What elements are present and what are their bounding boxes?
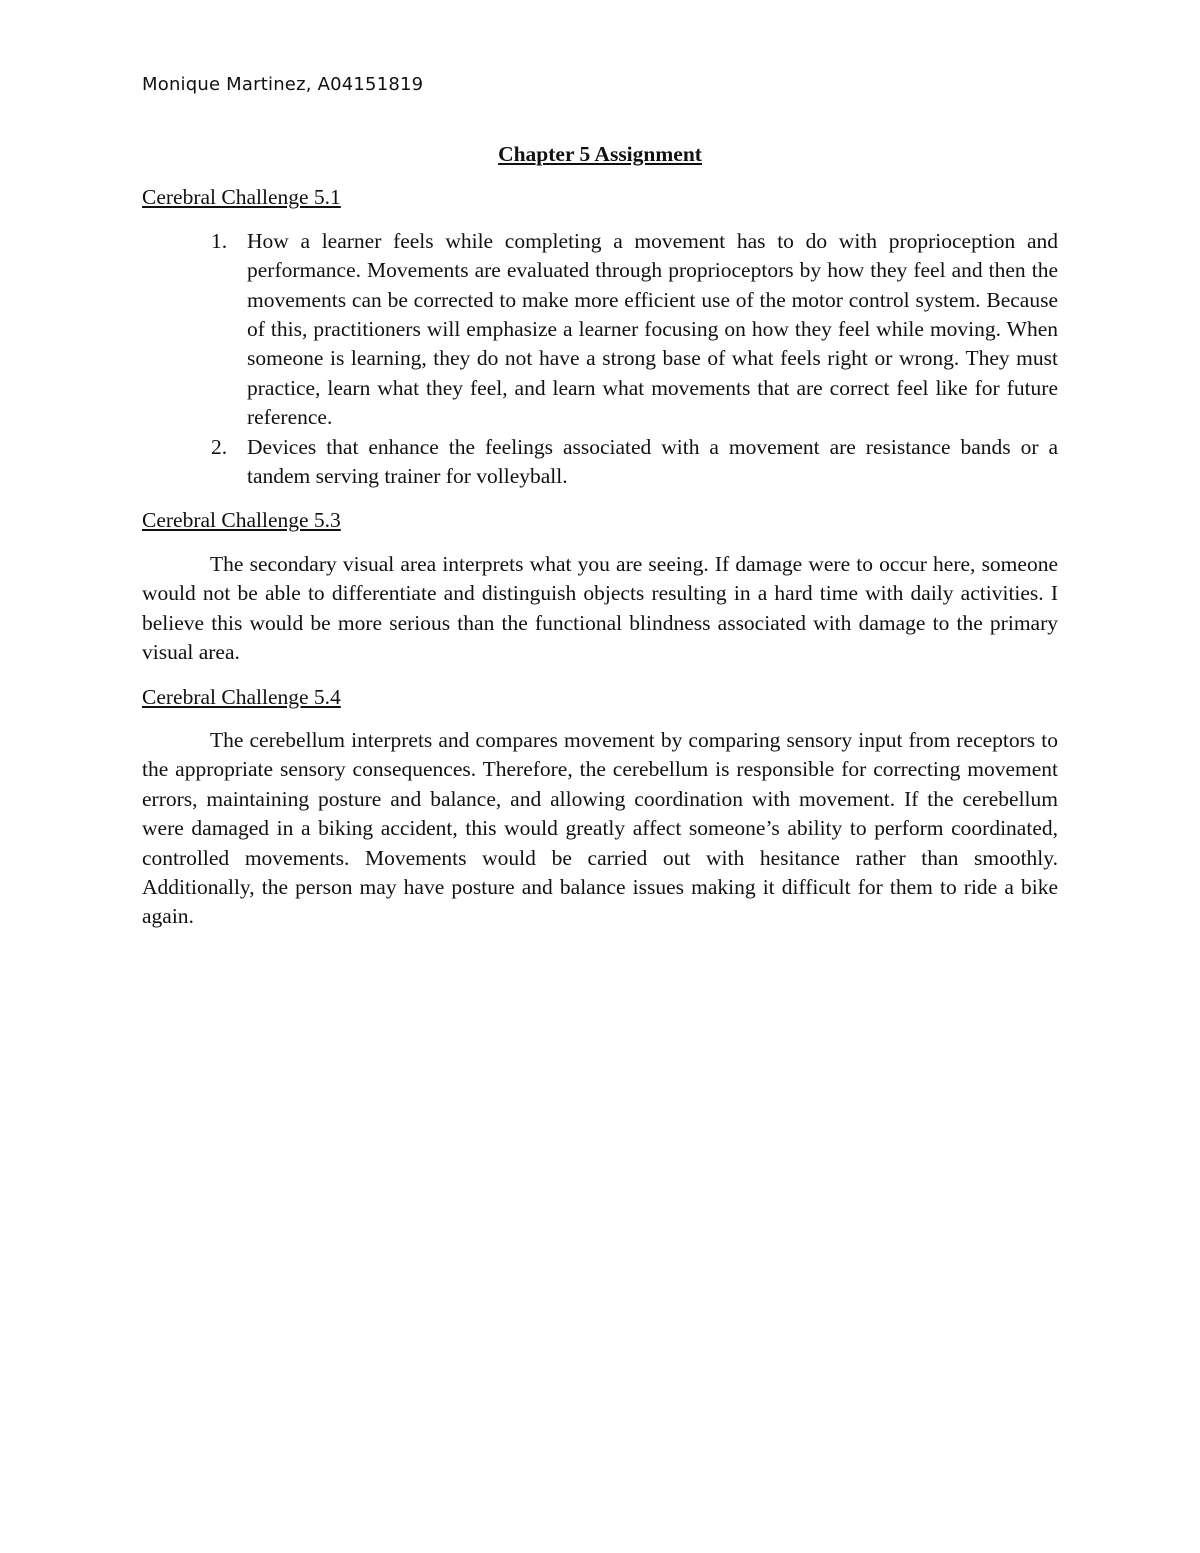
author-header: Monique Martinez, A04151819 — [142, 74, 424, 95]
document-title: Chapter 5 Assignment — [498, 142, 702, 166]
paragraph-5-3: The secondary visual area interprets what you are seeing. If damage were to occur here, someone would not be able to differentiate and distinguish objects resulting in a hard time with daily activities. I believe this would be more serious than the functional blindness associated with damage to the primary visual area. — [142, 551, 1058, 665]
section-heading-5-1: Cerebral Challenge 5.1 — [142, 185, 341, 210]
list-item-number: 1. — [211, 228, 228, 253]
paragraph-5-4: The cerebellum interprets and compares movement by comparing sensory input from receptors to the appropriate sensory consequences. Therefore, the cerebellum is responsible for correcting movement errors, maintaining posture and balance, and allowing coordination with movement. If the cerebellum were damaged in a biking accident, this would greatly affect someone’s ability to perform coordinated, controlled movements. Movements would be carried out with hesitance rather than smoothly. Additionally, the person may have posture and balance issues making it difficult for them to ride a bike again. — [142, 727, 1058, 929]
list-item — [211, 227, 1058, 433]
list-item — [211, 433, 1058, 492]
document-body — [142, 140, 1058, 947]
section-heading-5-3: Cerebral Challenge 5.3 — [142, 508, 341, 533]
list-item-text: Devices that enhance the feelings associated with a movement are resistance bands or a tandem serving trainer for volleyball. — [247, 434, 1058, 489]
answer-list-5-1 — [142, 227, 1058, 492]
list-item-number: 2. — [211, 434, 228, 459]
list-item-text: How a learner feels while completing a movement has to do with proprioception and performance. Movements are evaluated through proprioceptors by how they feel and then the movements can be corrected to make more efficient use of the motor control system. Because of this, practitioners will emphasize a learner focusing on how they feel while moving. When someone is learning, they do not have a strong base of what feels right or wrong. They must practice, learn what they feel, and learn what movements that are correct feel like for future reference. — [247, 228, 1058, 430]
section-heading-5-4: Cerebral Challenge 5.4 — [142, 684, 341, 709]
